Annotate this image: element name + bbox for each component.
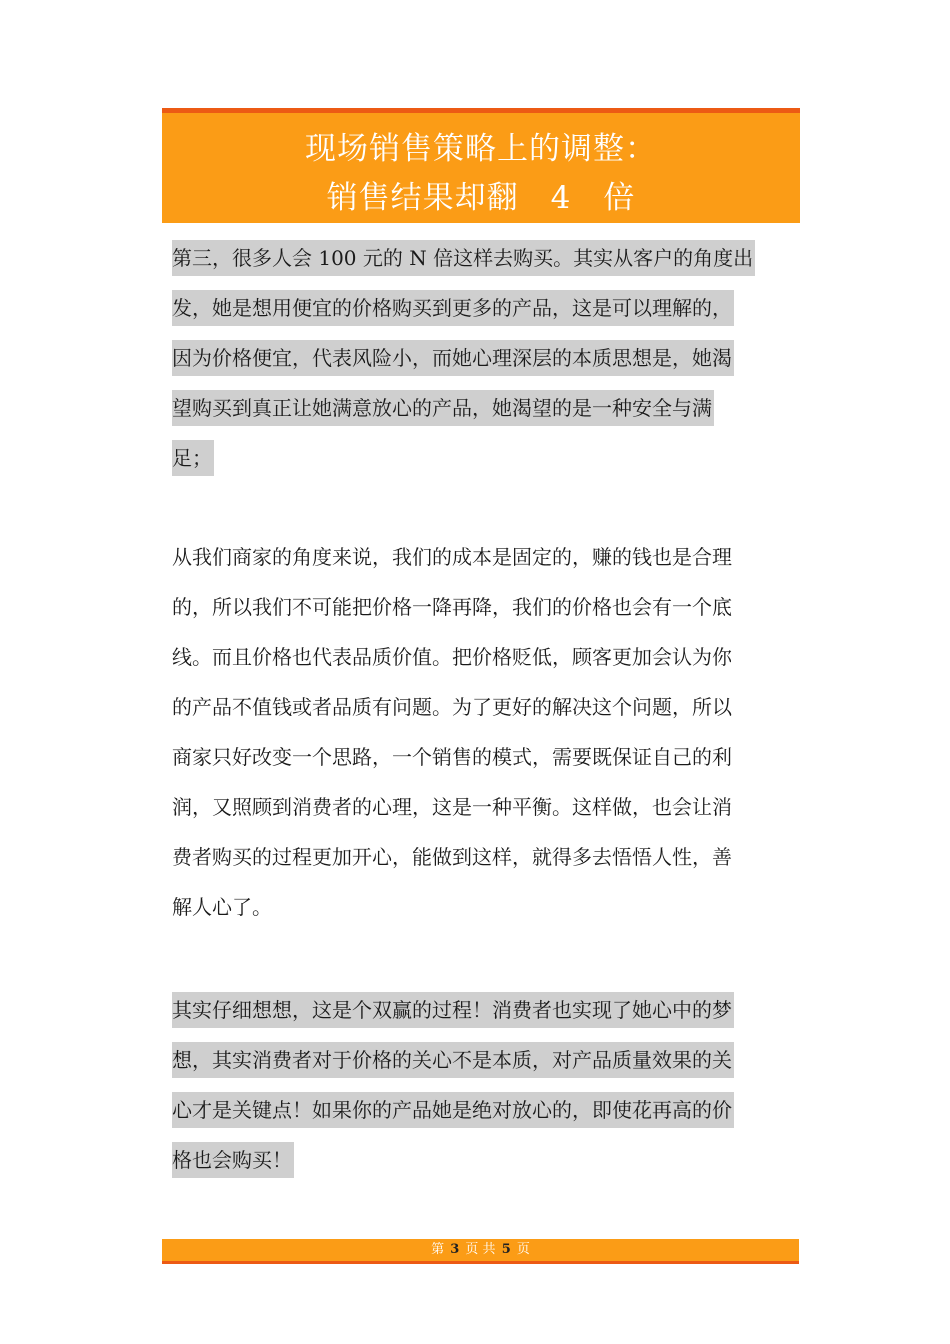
paragraph-line: 解人心了。 bbox=[172, 895, 272, 919]
title-line-1: 现场销售策略上的调整： bbox=[305, 131, 657, 167]
current-page-number: 3 bbox=[450, 1242, 460, 1257]
paragraph-1 bbox=[172, 233, 794, 483]
paragraph-line: 从我们商家的角度来说，我们的成本是固定的，赚的钱也是合理 bbox=[172, 545, 732, 569]
paragraph-line: 的产品不值钱或者品质有问题。为了更好的解决这个问题，所以 bbox=[172, 695, 732, 719]
paragraph-line: 发，她是想用便宜的价格购买到更多的产品，这是可以理解的， bbox=[172, 290, 734, 326]
paragraph-line: 望购买到真正让她满意放心的产品，她渴望的是一种安全与满 bbox=[172, 390, 714, 426]
paragraph-line: 第三，很多人会 100 元的 N 倍这样去购买。其实从客户的角度出 bbox=[172, 240, 755, 276]
total-pages-number: 5 bbox=[501, 1242, 511, 1257]
paragraph-line: 心才是关键点！如果你的产品她是绝对放心的，即使花再高的价 bbox=[172, 1092, 734, 1128]
paragraph-line: 费者购买的过程更加开心，能做到这样，就得多去悟悟人性，善 bbox=[172, 845, 732, 869]
title-line-2: 销售结果却翻 4 倍 bbox=[326, 180, 636, 216]
title-banner bbox=[162, 108, 800, 223]
paragraph-line: 格也会购买！ bbox=[172, 1142, 294, 1178]
paragraph-line: 足； bbox=[172, 440, 214, 476]
paragraph-line: 商家只好改变一个思路，一个销售的模式，需要既保证自己的利 bbox=[172, 745, 732, 769]
footer-middle: 页 共 bbox=[465, 1242, 496, 1257]
paragraph-line: 润，又照顾到消费者的心理，这是一种平衡。这样做，也会让消 bbox=[172, 795, 732, 819]
page-footer bbox=[162, 1239, 799, 1264]
footer-suffix: 页 bbox=[516, 1242, 530, 1257]
paragraph-line: 因为价格便宜，代表风险小，而她心理深层的本质思想是，她渴 bbox=[172, 340, 734, 376]
paragraph-line: 其实仔细想想，这是个双赢的过程！消费者也实现了她心中的梦 bbox=[172, 992, 734, 1028]
paragraph-3 bbox=[172, 985, 794, 1185]
paragraph-line: 的，所以我们不可能把价格一降再降，我们的价格也会有一个底 bbox=[172, 595, 732, 619]
paragraph-line: 想，其实消费者对于价格的关心不是本质，对产品质量效果的关 bbox=[172, 1042, 734, 1078]
paragraph-2 bbox=[172, 532, 794, 932]
footer-prefix: 第 bbox=[431, 1242, 445, 1257]
paragraph-line: 线。而且价格也代表品质价值。把价格贬低，顾客更加会认为你 bbox=[172, 645, 732, 669]
